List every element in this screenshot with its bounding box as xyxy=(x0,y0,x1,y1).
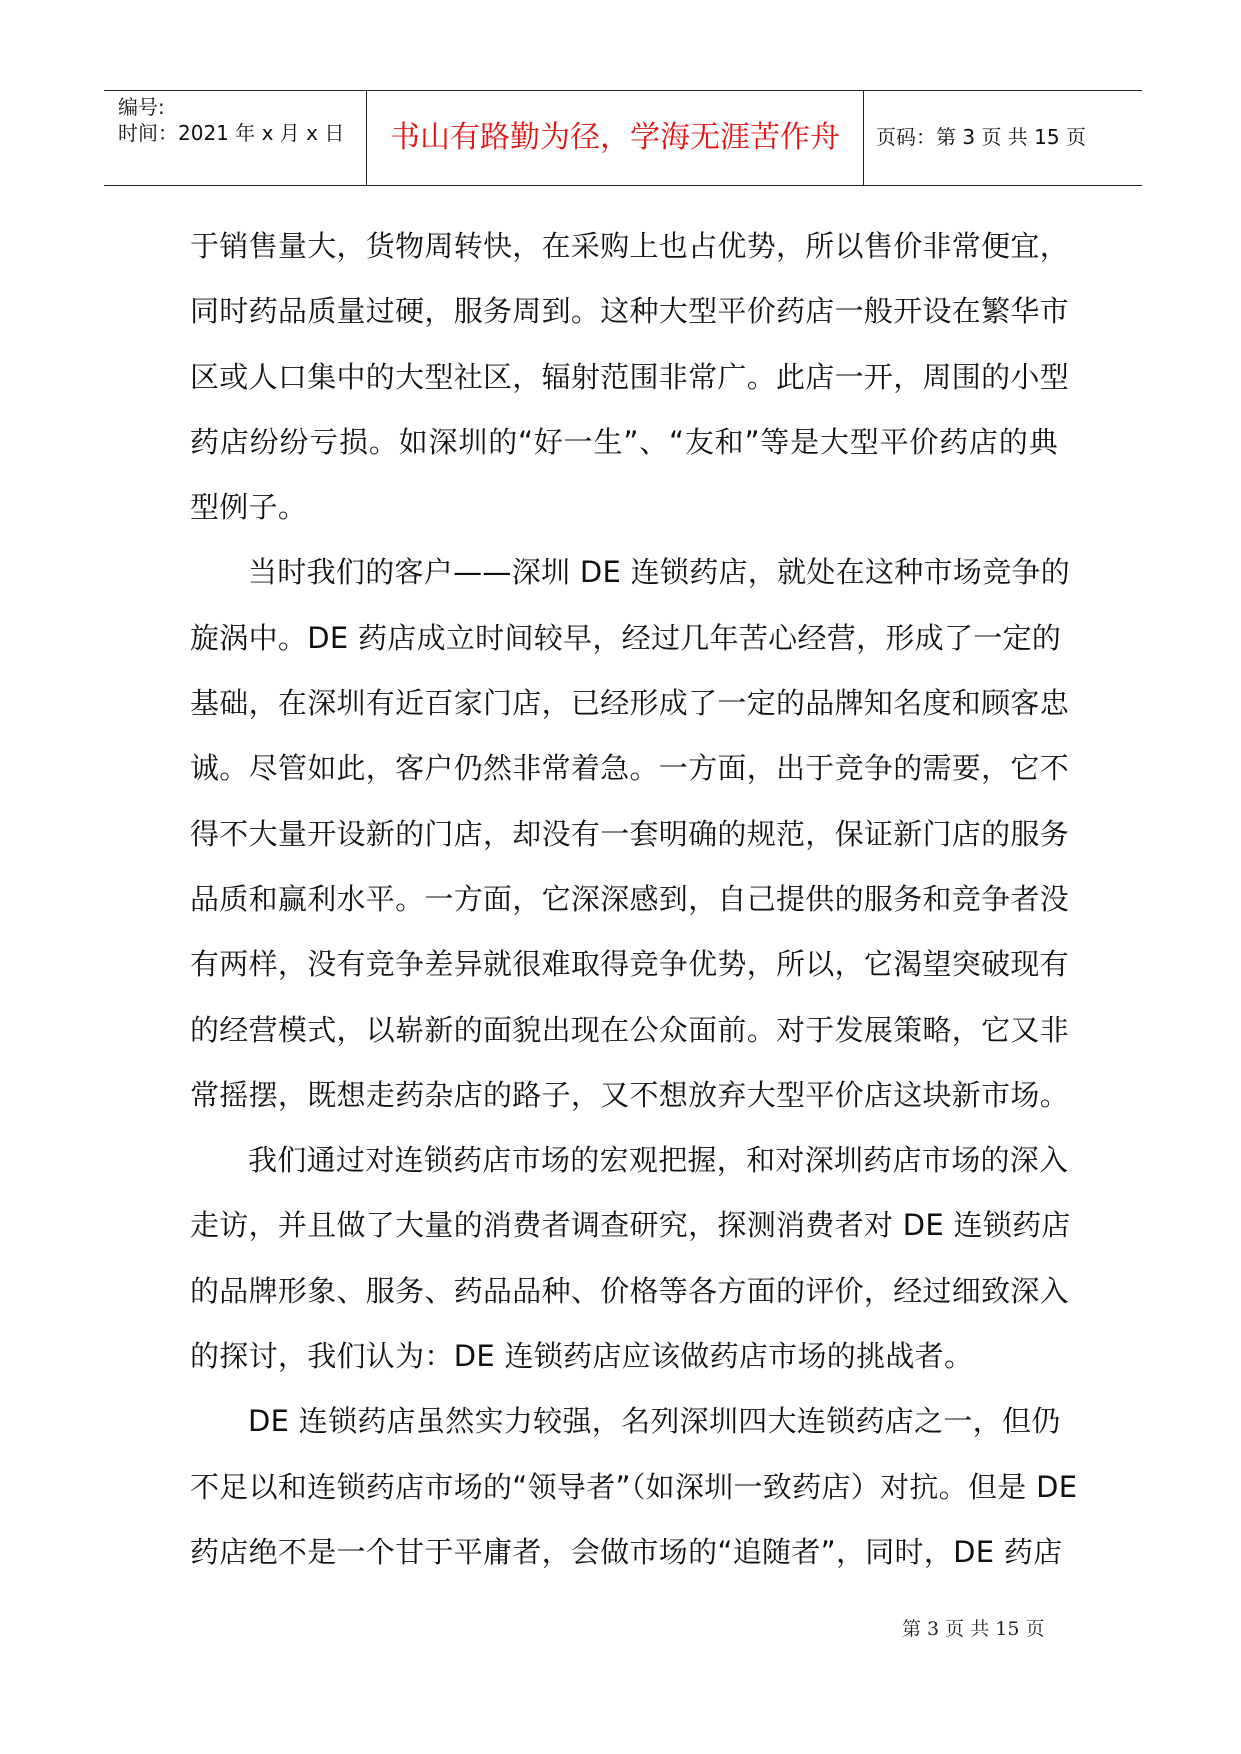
document-header xyxy=(104,90,1142,186)
text-line: 区或人口集中的大型社区，辐射范围非常广。此店一开，周围的小型 xyxy=(190,359,1070,394)
text-line: 有两样，没有竞争差异就很难取得竞争优势，所以，它渴望突破现有 xyxy=(190,947,1070,982)
text-line: 基础，在深圳有近百家门店，已经形成了一定的品牌知名度和顾客忠 xyxy=(190,686,1070,721)
header-motto: 书山有路勤为径，学海无涯苦作舟 xyxy=(390,120,840,155)
text-line: 型例子。 xyxy=(190,490,308,525)
document-body xyxy=(190,214,1078,1585)
text-line: DE 连锁药店虽然实力较强，名列深圳四大连锁药店之一，但仍 xyxy=(248,1404,1061,1439)
text-line: 常摇摆，既想走药杂店的路子，又不想放弃大型平价店这块新市场。 xyxy=(190,1077,1070,1112)
text-line: 的探讨，我们认为：DE 连锁药店应该做药店市场的挑战者。 xyxy=(190,1339,974,1374)
text-line: 的经营模式，以崭新的面貌出现在公众面前。对于发展策略，它又非 xyxy=(190,1012,1070,1047)
text-line: 走访，并且做了大量的消费者调查研究，探测消费者对 DE 连锁药店 xyxy=(190,1208,1071,1243)
text-line: 当时我们的客户——深圳 DE 连锁药店，就处在这种市场竞争的 xyxy=(248,555,1071,590)
text-line: 不足以和连锁药店市场的“领导者”（如深圳一致药店）对抗。但是 DE xyxy=(190,1469,1078,1504)
text-line: 旋涡中。DE 药店成立时间较早，经过几年苦心经营，形成了一定的 xyxy=(190,620,1062,655)
text-line: 诚。尽管如此，客户仍然非常着急。一方面，出于竞争的需要，它不 xyxy=(190,751,1070,786)
text-line: 同时药品质量过硬，服务周到。这种大型平价药店一般开设在繁华市 xyxy=(190,294,1070,329)
text-line: 品质和赢利水平。一方面，它深深感到，自己提供的服务和竞争者没 xyxy=(190,881,1070,916)
header-meta-cell xyxy=(104,91,367,185)
doc-time-label: 时间：2021 年 x 月 x 日 xyxy=(118,121,345,145)
text-line: 药店绝不是一个甘于平庸者，会做市场的“追随者”，同时，DE 药店 xyxy=(190,1534,1063,1569)
page-footer: 第 3 页 共 15 页 xyxy=(902,1618,1045,1640)
header-motto-cell xyxy=(367,91,864,185)
text-line: 药店纷纷亏损。如深圳的“好一生”、“友和”等是大型平价药店的典 xyxy=(190,424,1058,459)
doc-number-label: 编号: xyxy=(118,95,165,119)
header-page-cell xyxy=(864,91,1142,185)
text-line: 得不大量开设新的门店，却没有一套明确的规范，保证新门店的服务 xyxy=(190,816,1070,851)
header-page-label: 页码：第 3 页 共 15 页 xyxy=(876,125,1086,149)
text-line: 的品牌形象、服务、药品品种、价格等各方面的评价，经过细致深入 xyxy=(190,1273,1070,1308)
text-line: 我们通过对连锁药店市场的宏观把握，和对深圳药店市场的深入 xyxy=(248,1143,1069,1178)
text-line: 于销售量大，货物周转快，在采购上也占优势，所以售价非常便宜， xyxy=(190,229,1070,263)
